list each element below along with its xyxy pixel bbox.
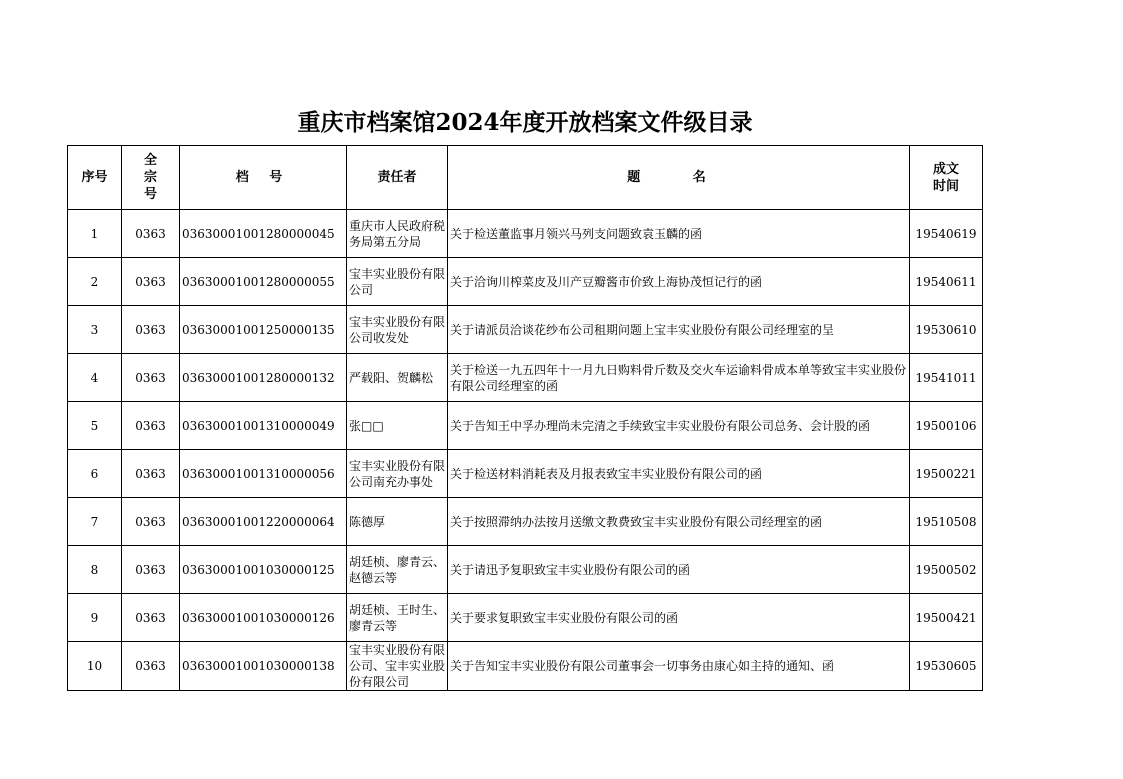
- cell-responsible: 宝丰实业股份有限公司南充办事处: [347, 450, 448, 498]
- cell-date: 19541011: [910, 354, 983, 402]
- cell-archive-no: 03630001001280000055: [180, 258, 347, 306]
- cell-subject: 关于请迅予复职致宝丰实业股份有限公司的函: [448, 546, 910, 594]
- cell-responsible: 严载阳、贺麟松: [347, 354, 448, 402]
- header-date-line2: 时间: [932, 178, 959, 194]
- cell-fonds: 0363: [122, 210, 180, 258]
- cell-subject: 关于检送董监事月领兴马列支问题致袁玉麟的函: [448, 210, 910, 258]
- header-date-line1: 成文: [932, 161, 959, 177]
- cell-seq: 7: [68, 498, 122, 546]
- cell-seq: 3: [68, 306, 122, 354]
- cell-fonds: 0363: [122, 450, 180, 498]
- cell-responsible: 胡廷桢、廖青云、赵德云等: [347, 546, 448, 594]
- cell-fonds: 0363: [122, 642, 180, 691]
- cell-archive-no: 03630001001310000056: [180, 450, 347, 498]
- cell-seq: 9: [68, 594, 122, 642]
- cell-date: 19530610: [910, 306, 983, 354]
- table-row: [68, 306, 983, 354]
- cell-date: 19540619: [910, 210, 983, 258]
- cell-seq: 2: [68, 258, 122, 306]
- cell-date: 19500221: [910, 450, 983, 498]
- cell-subject: 关于按照滞纳办法按月送缴文教费致宝丰实业股份有限公司经理室的函: [448, 498, 910, 546]
- header-fonds-line1: 全: [143, 153, 157, 168]
- cell-fonds: 0363: [122, 306, 180, 354]
- cell-subject: 关于检送一九五四年十一月九日购料骨斤数及交火车运谕料骨成本单等致宝丰实业股份有限公司经理室的函: [448, 354, 910, 402]
- cell-fonds: 0363: [122, 546, 180, 594]
- table-row: [68, 210, 983, 258]
- header-responsible: 责任者: [347, 146, 448, 210]
- cell-subject: 关于告知宝丰实业股份有限公司董事会一切事务由康心如主持的通知、函: [448, 642, 910, 691]
- header-fonds-line2: 宗: [143, 170, 157, 185]
- table-row: [68, 594, 983, 642]
- cell-fonds: 0363: [122, 594, 180, 642]
- cell-archive-no: 03630001001030000138: [180, 642, 347, 691]
- cell-responsible: 张□□: [347, 402, 448, 450]
- cell-date: 19510508: [910, 498, 983, 546]
- header-archive-no: 档 号: [180, 146, 347, 210]
- archive-catalog-table: [67, 145, 983, 691]
- cell-archive-no: 03630001001280000045: [180, 210, 347, 258]
- cell-archive-no: 03630001001280000132: [180, 354, 347, 402]
- table-row: [68, 402, 983, 450]
- cell-fonds: 0363: [122, 258, 180, 306]
- cell-seq: 1: [68, 210, 122, 258]
- table-row: [68, 450, 983, 498]
- cell-responsible: 宝丰实业股份有限公司、宝丰实业股份有限公司: [347, 642, 448, 691]
- cell-fonds: 0363: [122, 402, 180, 450]
- cell-date: 19500502: [910, 546, 983, 594]
- cell-responsible: 胡廷桢、王时生、廖青云等: [347, 594, 448, 642]
- cell-date: 19500421: [910, 594, 983, 642]
- table-row: [68, 258, 983, 306]
- header-date: [910, 146, 983, 210]
- header-seq: 序号: [68, 146, 122, 210]
- table-header-row: [68, 146, 983, 210]
- cell-fonds: 0363: [122, 354, 180, 402]
- cell-subject: 关于请派员洽谈花纱布公司租期问题上宝丰实业股份有限公司经理室的呈: [448, 306, 910, 354]
- cell-subject: 关于要求复职致宝丰实业股份有限公司的函: [448, 594, 910, 642]
- cell-seq: 5: [68, 402, 122, 450]
- cell-subject: 关于告知王中孚办理尚未完清之手续致宝丰实业股份有限公司总务、会计股的函: [448, 402, 910, 450]
- cell-seq: 8: [68, 546, 122, 594]
- cell-date: 19530605: [910, 642, 983, 691]
- cell-archive-no: 03630001001220000064: [180, 498, 347, 546]
- cell-seq: 4: [68, 354, 122, 402]
- cell-archive-no: 03630001001310000049: [180, 402, 347, 450]
- table-row: [68, 642, 983, 691]
- cell-archive-no: 03630001001030000126: [180, 594, 347, 642]
- table-row: [68, 498, 983, 546]
- table-row: [68, 546, 983, 594]
- cell-archive-no: 03630001001030000125: [180, 546, 347, 594]
- cell-subject: 关于洽询川榨菜皮及川产豆瓣酱市价致上海协茂恒记行的函: [448, 258, 910, 306]
- document-title: 重庆市档案馆2024年度开放档案文件级目录: [297, 109, 753, 136]
- table-row: [68, 354, 983, 402]
- cell-responsible: 重庆市人民政府税务局第五分局: [347, 210, 448, 258]
- cell-fonds: 0363: [122, 498, 180, 546]
- header-subject: 题 名: [448, 146, 910, 210]
- cell-subject: 关于检送材料消耗表及月报表致宝丰实业股份有限公司的函: [448, 450, 910, 498]
- cell-responsible: 陈德厚: [347, 498, 448, 546]
- cell-date: 19500106: [910, 402, 983, 450]
- header-fonds: [122, 146, 180, 210]
- cell-archive-no: 03630001001250000135: [180, 306, 347, 354]
- cell-responsible: 宝丰实业股份有限公司收发处: [347, 306, 448, 354]
- header-fonds-line3: 号: [143, 187, 157, 202]
- cell-seq: 6: [68, 450, 122, 498]
- cell-responsible: 宝丰实业股份有限公司: [347, 258, 448, 306]
- cell-date: 19540611: [910, 258, 983, 306]
- cell-seq: 10: [68, 642, 122, 691]
